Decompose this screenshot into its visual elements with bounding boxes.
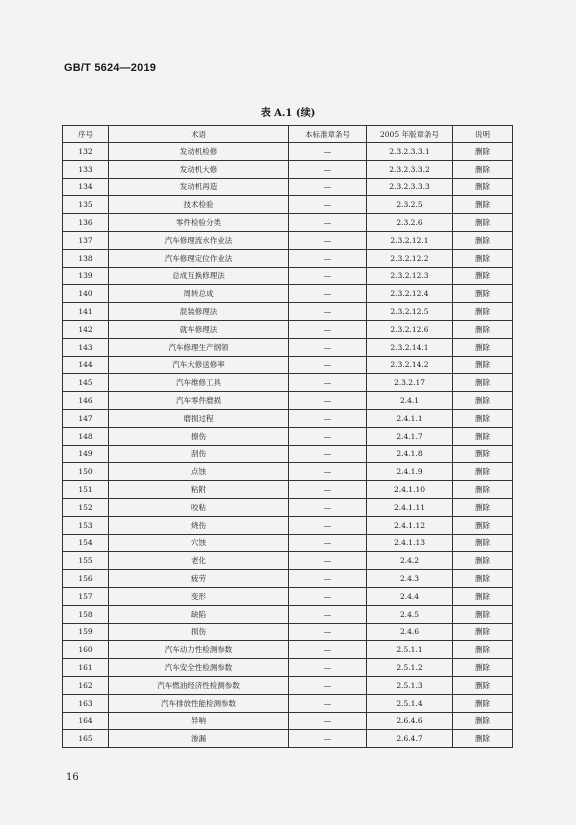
row-2005-clause: 2.4.1.1 <box>367 409 453 427</box>
terms-table <box>62 125 513 748</box>
row-current-clause: — <box>289 249 367 267</box>
header-cell-term: 术语 <box>109 126 289 143</box>
row-index: 144 <box>63 356 109 374</box>
row-current-clause: — <box>289 570 367 588</box>
table-row <box>63 409 513 427</box>
row-index: 159 <box>63 623 109 641</box>
table-row <box>63 427 513 445</box>
row-term: 汽车排放性能检测参数 <box>109 694 289 712</box>
table-row <box>63 392 513 410</box>
row-current-clause: — <box>289 338 367 356</box>
row-note: 删除 <box>453 285 513 303</box>
row-index: 140 <box>63 285 109 303</box>
row-index: 136 <box>63 214 109 232</box>
page-number: 16 <box>66 772 79 783</box>
row-note: 删除 <box>453 498 513 516</box>
row-index: 165 <box>63 730 109 748</box>
table-row <box>63 570 513 588</box>
row-index: 146 <box>63 392 109 410</box>
row-note: 删除 <box>453 143 513 161</box>
row-note: 删除 <box>453 249 513 267</box>
row-2005-clause: 2.3.2.17 <box>367 374 453 392</box>
row-current-clause: — <box>289 303 367 321</box>
row-index: 141 <box>63 303 109 321</box>
row-note: 删除 <box>453 605 513 623</box>
row-note: 删除 <box>453 587 513 605</box>
table-row <box>63 196 513 214</box>
table-row <box>63 641 513 659</box>
row-current-clause: — <box>289 392 367 410</box>
row-2005-clause: 2.4.1.9 <box>367 463 453 481</box>
row-index: 155 <box>63 552 109 570</box>
row-note: 删除 <box>453 641 513 659</box>
row-note: 删除 <box>453 356 513 374</box>
row-term: 汽车安全性检测参数 <box>109 659 289 677</box>
row-note: 删除 <box>453 231 513 249</box>
row-term: 总成互换修理法 <box>109 267 289 285</box>
row-2005-clause: 2.3.2.12.1 <box>367 231 453 249</box>
row-2005-clause: 2.4.2 <box>367 552 453 570</box>
row-term: 咬粘 <box>109 498 289 516</box>
row-index: 142 <box>63 320 109 338</box>
row-current-clause: — <box>289 445 367 463</box>
header-cell-index: 序号 <box>63 126 109 143</box>
row-current-clause: — <box>289 143 367 161</box>
row-2005-clause: 2.3.2.3.3.2 <box>367 160 453 178</box>
row-index: 135 <box>63 196 109 214</box>
row-index: 157 <box>63 587 109 605</box>
row-current-clause: — <box>289 409 367 427</box>
row-index: 138 <box>63 249 109 267</box>
row-index: 154 <box>63 534 109 552</box>
row-note: 删除 <box>453 516 513 534</box>
row-2005-clause: 2.3.2.12.2 <box>367 249 453 267</box>
row-note: 删除 <box>453 338 513 356</box>
table-row <box>63 498 513 516</box>
row-term: 周转总成 <box>109 285 289 303</box>
header-cell-note: 说明 <box>453 126 513 143</box>
row-term: 点蚀 <box>109 463 289 481</box>
row-2005-clause: 2.4.4 <box>367 587 453 605</box>
row-note: 删除 <box>453 676 513 694</box>
row-2005-clause: 2.3.2.3.3.1 <box>367 143 453 161</box>
row-term: 损伤 <box>109 623 289 641</box>
row-note: 删除 <box>453 445 513 463</box>
row-index: 160 <box>63 641 109 659</box>
row-current-clause: — <box>289 285 367 303</box>
row-note: 删除 <box>453 160 513 178</box>
row-2005-clause: 2.4.1.11 <box>367 498 453 516</box>
row-2005-clause: 2.4.1.8 <box>367 445 453 463</box>
table-row <box>63 267 513 285</box>
row-index: 145 <box>63 374 109 392</box>
header-cell-current-clause: 本标准章条号 <box>289 126 367 143</box>
row-note: 删除 <box>453 534 513 552</box>
row-note: 删除 <box>453 427 513 445</box>
table-row <box>63 143 513 161</box>
row-index: 152 <box>63 498 109 516</box>
row-2005-clause: 2.5.1.1 <box>367 641 453 659</box>
row-current-clause: — <box>289 694 367 712</box>
row-note: 删除 <box>453 694 513 712</box>
row-note: 删除 <box>453 374 513 392</box>
row-current-clause: — <box>289 427 367 445</box>
table-row <box>63 285 513 303</box>
header-cell-2005-clause: 2005 年版章条号 <box>367 126 453 143</box>
row-index: 151 <box>63 481 109 499</box>
row-current-clause: — <box>289 481 367 499</box>
row-note: 删除 <box>453 730 513 748</box>
row-index: 153 <box>63 516 109 534</box>
row-current-clause: — <box>289 730 367 748</box>
table-row <box>63 659 513 677</box>
row-term: 发动机检修 <box>109 143 289 161</box>
row-2005-clause: 2.3.2.3.3.3 <box>367 178 453 196</box>
row-term: 混装修理法 <box>109 303 289 321</box>
row-current-clause: — <box>289 587 367 605</box>
row-note: 删除 <box>453 552 513 570</box>
row-2005-clause: 2.5.1.3 <box>367 676 453 694</box>
table-row <box>63 587 513 605</box>
row-index: 139 <box>63 267 109 285</box>
row-2005-clause: 2.4.1.13 <box>367 534 453 552</box>
standard-code: GB/T 5624—2019 <box>64 62 157 74</box>
row-2005-clause: 2.4.1.10 <box>367 481 453 499</box>
row-current-clause: — <box>289 356 367 374</box>
table-row <box>63 249 513 267</box>
row-note: 删除 <box>453 320 513 338</box>
row-term: 技术检验 <box>109 196 289 214</box>
row-note: 删除 <box>453 214 513 232</box>
row-note: 删除 <box>453 481 513 499</box>
row-term: 缺陷 <box>109 605 289 623</box>
row-2005-clause: 2.3.2.12.5 <box>367 303 453 321</box>
row-2005-clause: 2.3.2.14.2 <box>367 356 453 374</box>
row-current-clause: — <box>289 267 367 285</box>
table-row <box>63 178 513 196</box>
row-2005-clause: 2.4.1 <box>367 392 453 410</box>
row-index: 148 <box>63 427 109 445</box>
row-current-clause: — <box>289 214 367 232</box>
row-term: 汽车修理定位作业法 <box>109 249 289 267</box>
row-2005-clause: 2.6.4.7 <box>367 730 453 748</box>
row-index: 147 <box>63 409 109 427</box>
row-2005-clause: 2.3.2.12.4 <box>367 285 453 303</box>
row-note: 删除 <box>453 196 513 214</box>
row-term: 刮伤 <box>109 445 289 463</box>
row-term: 擦伤 <box>109 427 289 445</box>
row-note: 删除 <box>453 392 513 410</box>
table-row <box>63 338 513 356</box>
row-term: 发动机大修 <box>109 160 289 178</box>
table-row <box>63 676 513 694</box>
row-index: 137 <box>63 231 109 249</box>
table-row <box>63 516 513 534</box>
row-term: 发动机再造 <box>109 178 289 196</box>
row-term: 汽车动力性检测参数 <box>109 641 289 659</box>
row-2005-clause: 2.4.1.12 <box>367 516 453 534</box>
row-index: 158 <box>63 605 109 623</box>
table-row <box>63 160 513 178</box>
table-body <box>63 143 513 748</box>
row-note: 删除 <box>453 303 513 321</box>
row-current-clause: — <box>289 320 367 338</box>
row-index: 161 <box>63 659 109 677</box>
row-2005-clause: 2.3.2.12.6 <box>367 320 453 338</box>
table-row <box>63 320 513 338</box>
row-term: 磨损过程 <box>109 409 289 427</box>
table-row <box>63 605 513 623</box>
row-2005-clause: 2.6.4.6 <box>367 712 453 730</box>
row-index: 162 <box>63 676 109 694</box>
row-current-clause: — <box>289 623 367 641</box>
table-row <box>63 463 513 481</box>
table-header-row <box>63 126 513 143</box>
row-term: 就车修理法 <box>109 320 289 338</box>
row-note: 删除 <box>453 570 513 588</box>
row-index: 164 <box>63 712 109 730</box>
table-row <box>63 481 513 499</box>
row-term: 疲劳 <box>109 570 289 588</box>
row-current-clause: — <box>289 552 367 570</box>
row-current-clause: — <box>289 676 367 694</box>
row-2005-clause: 2.4.3 <box>367 570 453 588</box>
row-note: 删除 <box>453 409 513 427</box>
row-note: 删除 <box>453 178 513 196</box>
table-caption: 表 A.1 (续) <box>260 108 316 119</box>
row-current-clause: — <box>289 516 367 534</box>
row-2005-clause: 2.5.1.2 <box>367 659 453 677</box>
row-2005-clause: 2.3.2.14.1 <box>367 338 453 356</box>
row-current-clause: — <box>289 659 367 677</box>
table-row <box>63 303 513 321</box>
row-term: 零件检验分类 <box>109 214 289 232</box>
row-index: 150 <box>63 463 109 481</box>
row-2005-clause: 2.4.5 <box>367 605 453 623</box>
table-row <box>63 445 513 463</box>
row-current-clause: — <box>289 231 367 249</box>
table-row <box>63 214 513 232</box>
row-note: 删除 <box>453 659 513 677</box>
row-term: 汽车修理生产纲领 <box>109 338 289 356</box>
table-row <box>63 356 513 374</box>
row-current-clause: — <box>289 463 367 481</box>
row-current-clause: — <box>289 178 367 196</box>
row-note: 删除 <box>453 267 513 285</box>
row-term: 汽车大修送修率 <box>109 356 289 374</box>
row-term: 变形 <box>109 587 289 605</box>
row-2005-clause: 2.5.1.4 <box>367 694 453 712</box>
row-index: 133 <box>63 160 109 178</box>
table-row <box>63 552 513 570</box>
row-term: 渗漏 <box>109 730 289 748</box>
table-row <box>63 374 513 392</box>
row-term: 粘附 <box>109 481 289 499</box>
table-row <box>63 694 513 712</box>
row-note: 删除 <box>453 712 513 730</box>
row-2005-clause: 2.4.1.7 <box>367 427 453 445</box>
row-term: 汽车燃油经济性检测参数 <box>109 676 289 694</box>
row-current-clause: — <box>289 712 367 730</box>
row-index: 132 <box>63 143 109 161</box>
table-row <box>63 623 513 641</box>
row-term: 老化 <box>109 552 289 570</box>
row-note: 删除 <box>453 463 513 481</box>
row-current-clause: — <box>289 196 367 214</box>
row-current-clause: — <box>289 160 367 178</box>
row-note: 删除 <box>453 623 513 641</box>
row-term: 汽车维修工具 <box>109 374 289 392</box>
row-index: 149 <box>63 445 109 463</box>
table-row <box>63 534 513 552</box>
row-current-clause: — <box>289 641 367 659</box>
table-row <box>63 730 513 748</box>
row-term: 烧伤 <box>109 516 289 534</box>
row-index: 156 <box>63 570 109 588</box>
row-index: 163 <box>63 694 109 712</box>
row-index: 134 <box>63 178 109 196</box>
row-current-clause: — <box>289 498 367 516</box>
row-term: 穴蚀 <box>109 534 289 552</box>
row-index: 143 <box>63 338 109 356</box>
row-current-clause: — <box>289 534 367 552</box>
table-row <box>63 231 513 249</box>
row-2005-clause: 2.3.2.12.3 <box>367 267 453 285</box>
row-term: 汽车修理流水作业法 <box>109 231 289 249</box>
row-current-clause: — <box>289 605 367 623</box>
row-2005-clause: 2.3.2.5 <box>367 196 453 214</box>
row-term: 异响 <box>109 712 289 730</box>
row-2005-clause: 2.4.6 <box>367 623 453 641</box>
table-row <box>63 712 513 730</box>
row-current-clause: — <box>289 374 367 392</box>
row-term: 汽车零件磨损 <box>109 392 289 410</box>
row-2005-clause: 2.3.2.6 <box>367 214 453 232</box>
